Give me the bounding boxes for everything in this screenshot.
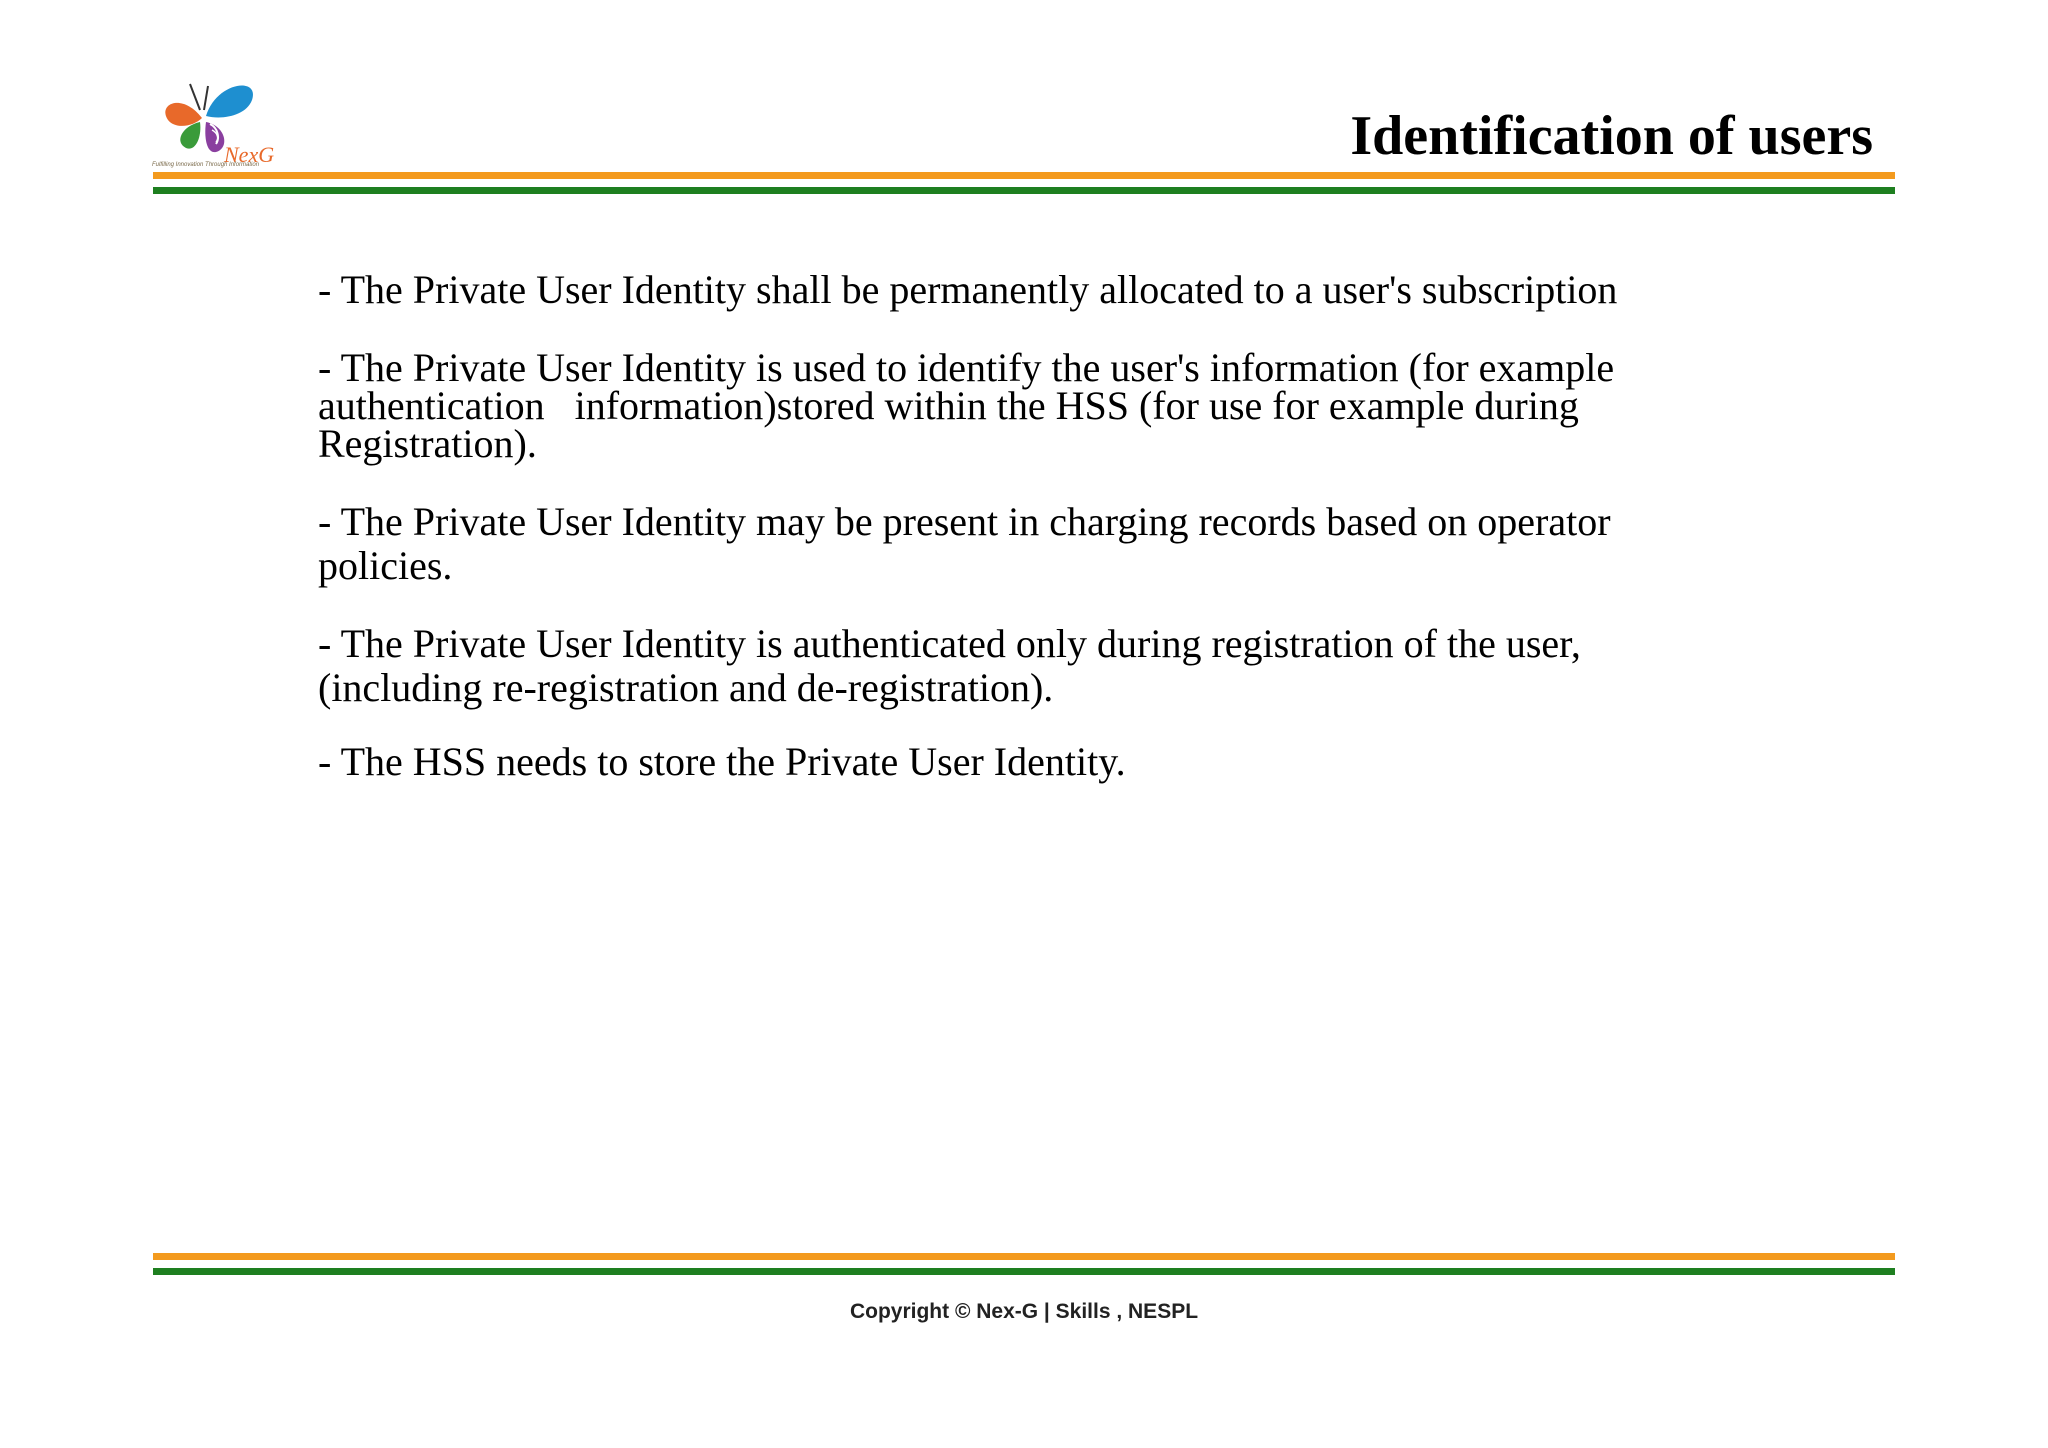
bullet-paragraph	[318, 500, 1611, 588]
bullet-paragraph	[318, 345, 1615, 466]
header-rule-green	[153, 187, 1895, 194]
bullet-paragraph	[318, 622, 1581, 710]
butterfly-logo-icon	[152, 76, 282, 166]
slide-title: Identification of users	[1350, 105, 1873, 167]
footer-rule-orange	[153, 1253, 1895, 1260]
paragraph-line: - The HSS needs to store the Private User Identity.	[318, 739, 1126, 784]
paragraph-line: (including re-registration and de-registration).	[318, 665, 1054, 710]
header-rule-orange	[153, 172, 1895, 179]
paragraph-line: - The Private User Identity is authenticated only during registration of the user,	[318, 621, 1581, 666]
paragraph-line: authentication information)stored within the HSS (for use for example during	[318, 383, 1579, 428]
paragraph-line: policies.	[318, 543, 453, 588]
paragraph-line: - The Private User Identity may be present in charging records based on operator	[318, 499, 1611, 544]
nexg-logo	[152, 76, 282, 176]
paragraph-line: Registration).	[318, 421, 537, 466]
copyright-footer: Copyright © Nex-G | Skills , NESPL	[849, 1300, 1199, 1323]
footer-rule-green	[153, 1268, 1895, 1275]
bullet-paragraph	[318, 267, 1618, 312]
paragraph-line: - The Private User Identity shall be permanently allocated to a user's subscription	[318, 267, 1618, 312]
logo-wordmark: NexG	[224, 142, 275, 166]
bullet-paragraph	[318, 739, 1126, 784]
logo-tagline: Fulfilling Innovation Through Information	[152, 162, 260, 168]
paragraph-line: - The Private User Identity is used to identify the user's information (for example	[318, 345, 1615, 390]
